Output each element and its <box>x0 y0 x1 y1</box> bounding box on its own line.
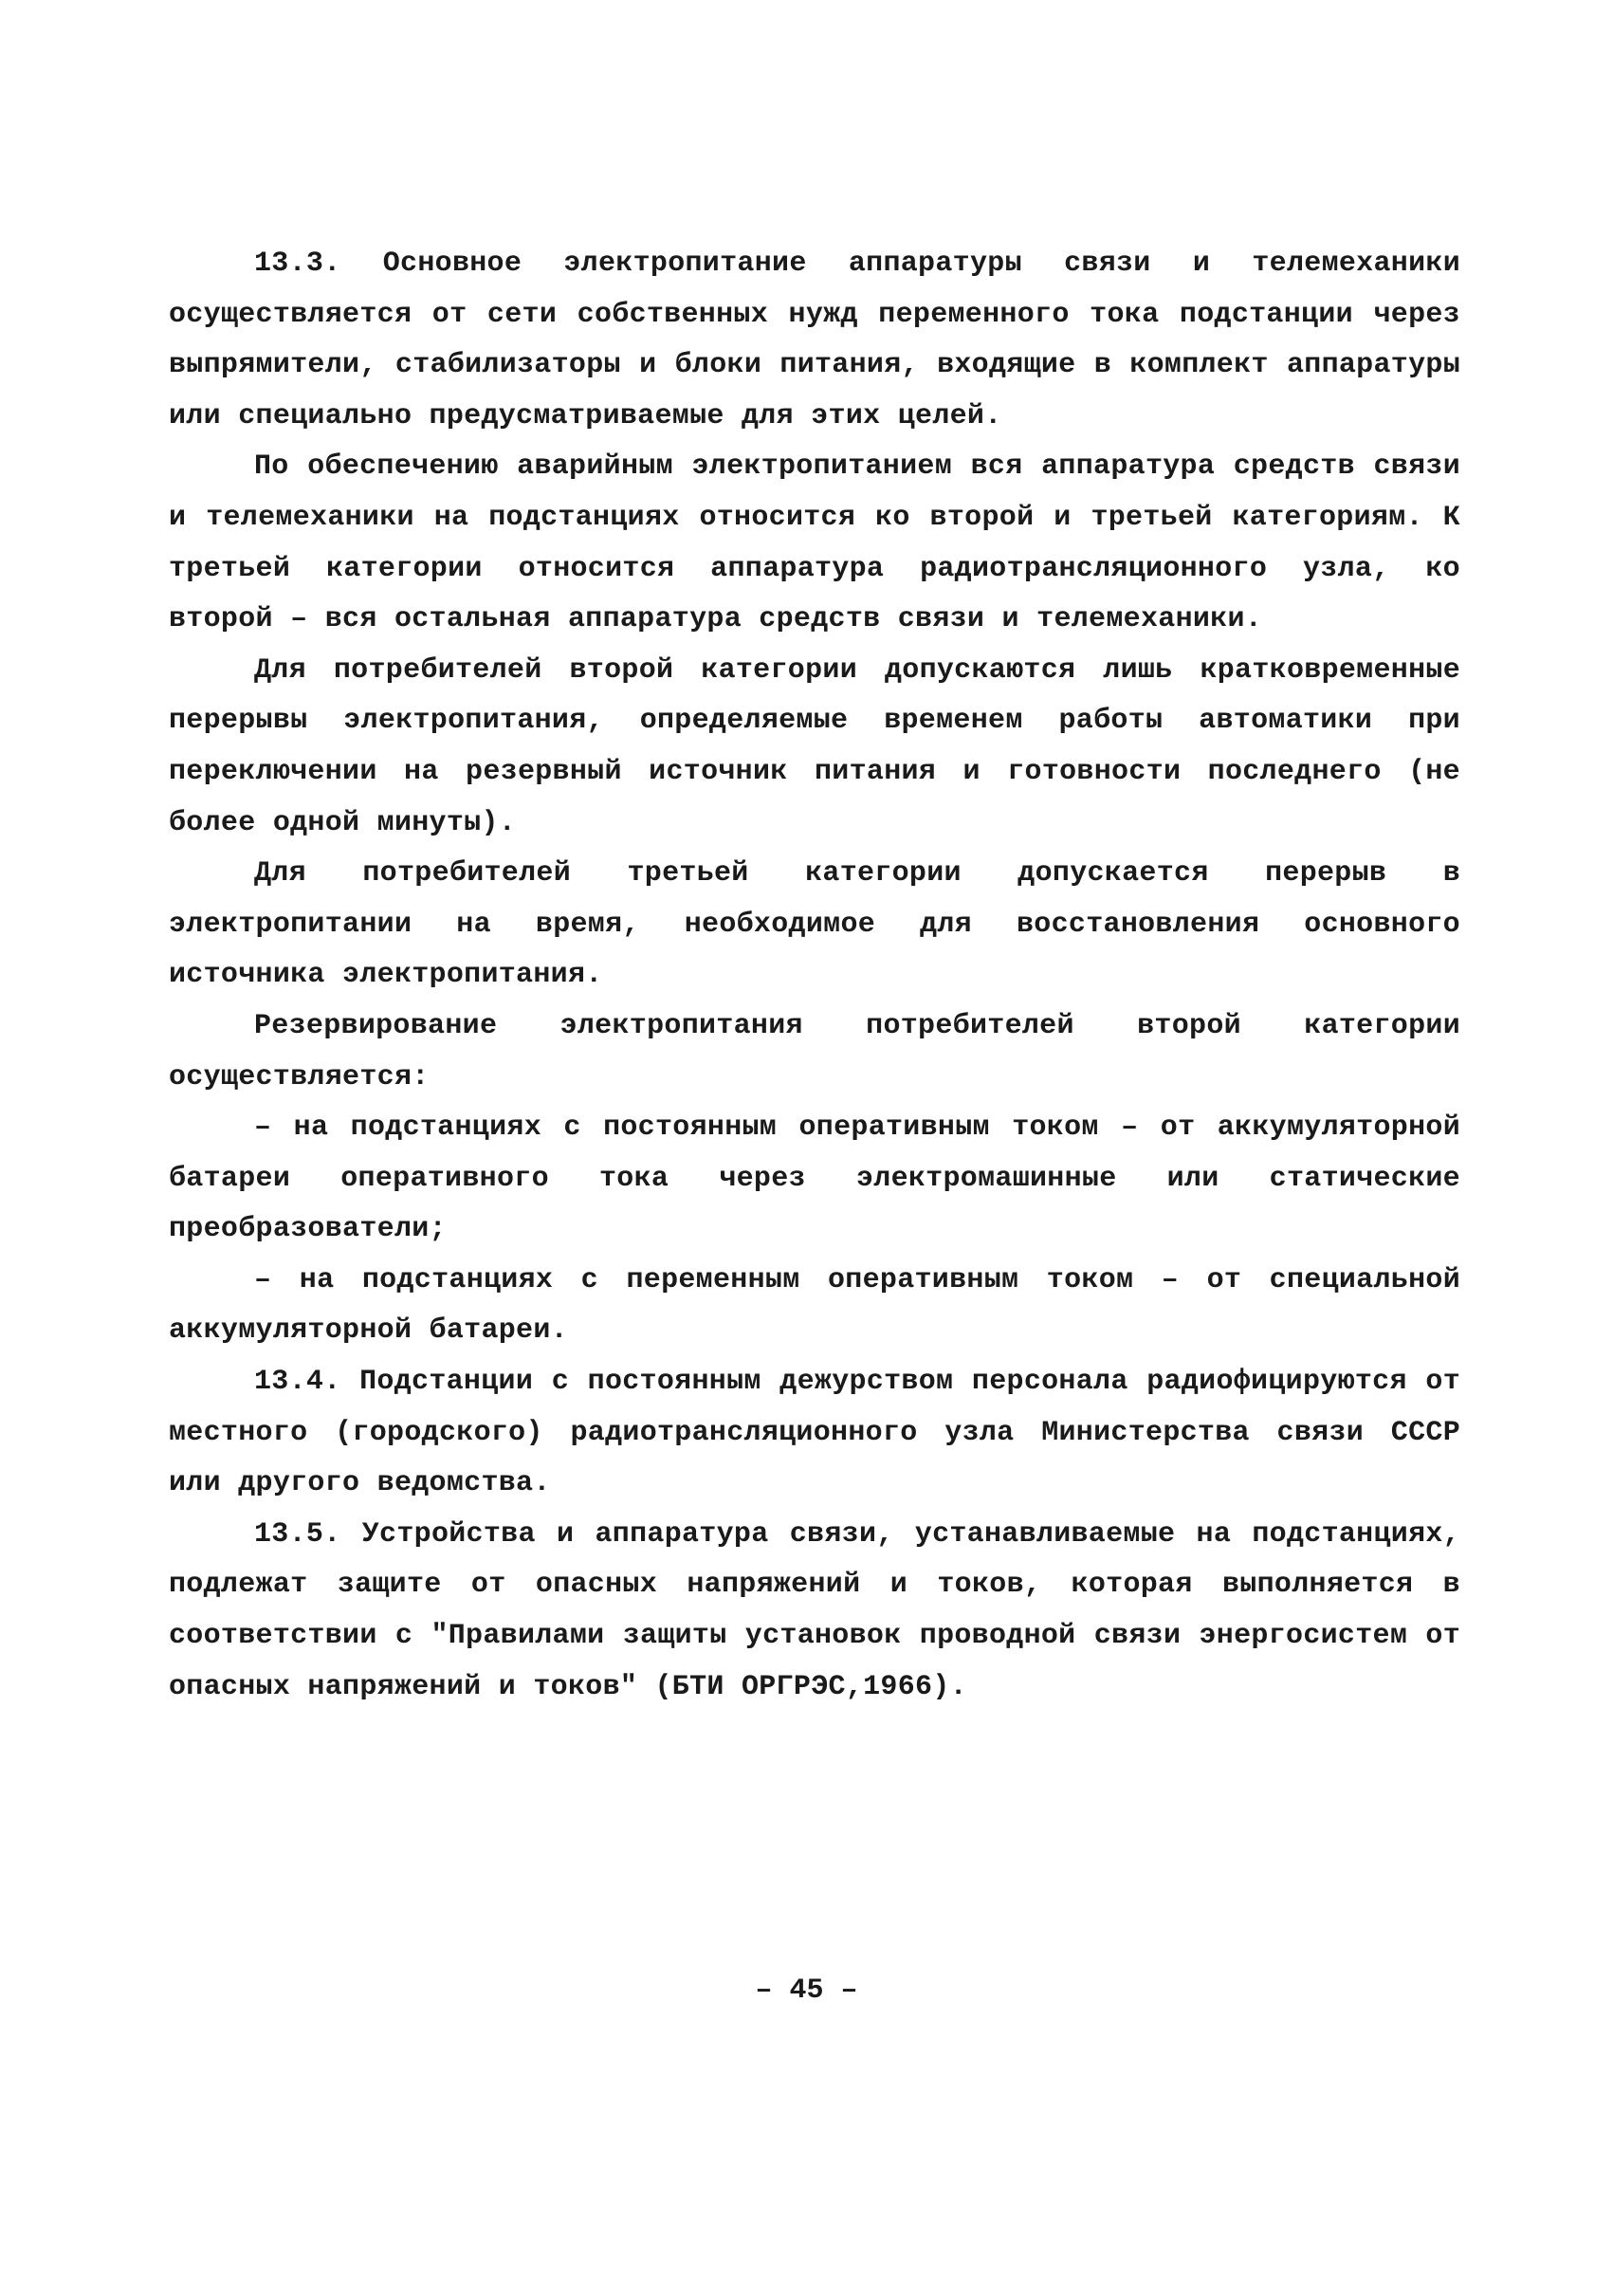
page-number: – 45 – <box>755 1975 858 2007</box>
paragraph-emergency-power: По обеспечению аварийным электропитанием вся аппаратура средств связи и телемеханики на подстанциях относится ко второй и третьей категориям. К третьей категории относится аппаратура радиотрансляционного узла, ко второй – вся остальная аппаратура средств связи и телемеханики. <box>169 450 1460 636</box>
paragraph-dc-substations: – на подстанциях с постоянным оперативным током – от аккумуляторной батареи оперативного тока через электромашинные или статические преобразователи; <box>169 1111 1460 1246</box>
paragraph-third-category: Для потребителей третьей категории допускается перерыв в электропитании на время, необходимое для восстановления основного источника электропитания. <box>169 857 1460 992</box>
paragraph-13-5: 13.5. Устройства и аппаратура связи, устанавливаемые на подстанциях, подлежат защите от опасных напряжений и токов, которая выполняется в соответствии с "Правилами защиты установок проводной связи энергосистем от опасных напряжений и токов" (БТИ ОРГРЭС,1966). <box>169 1517 1460 1703</box>
paragraph-13-3: 13.3. Основное электропитание аппаратуры связи и телемеханики осуществляется от сети собственных нужд переменного тока подстанции через выпрямители, стабилизаторы и блоки питания, входящие в комплект аппаратуры или специально предусматриваемые для этих целей. <box>169 248 1460 432</box>
paragraph-reservation: Резервирование электропитания потребителей второй категории осуществляется: <box>169 1009 1460 1093</box>
paragraph-13-4: 13.4. Подстанции с постоянным дежурством персонала радиофицируются от местного (городского) радиотрансляционного узла Министерства связи СССР или другого ведомства. <box>169 1366 1460 1500</box>
paragraph-second-category: Для потребителей второй категории допускаются лишь кратковременные перерывы электропитания, определяемые временем работы автоматики при переключении на резервный источник питания и готовности последнего (не более одной минуты). <box>169 653 1460 839</box>
body-text <box>169 239 1460 1713</box>
paragraph-ac-substations: – на подстанциях с переменным оперативным током – от специальной аккумуляторной батареи. <box>169 1263 1460 1348</box>
